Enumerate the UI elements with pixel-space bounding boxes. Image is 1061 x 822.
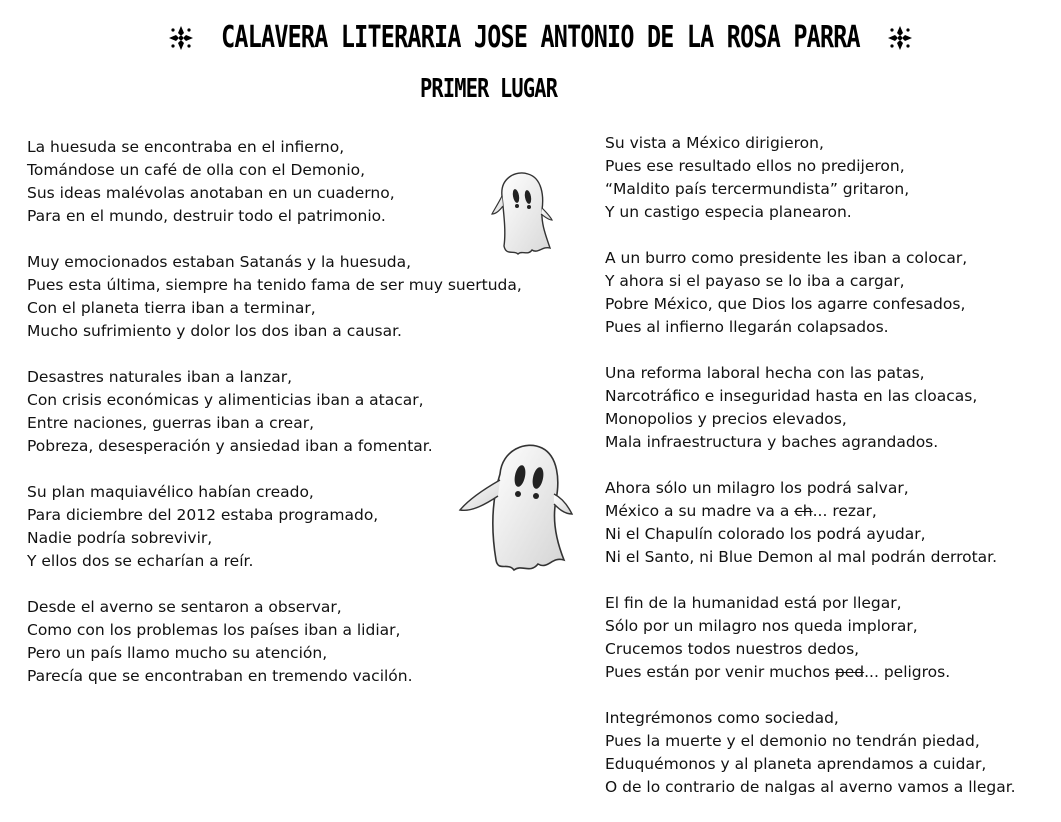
poem-line-with-strike xyxy=(605,500,1016,523)
line-fragment: ... peligros. xyxy=(864,663,951,681)
stanza xyxy=(605,477,1016,569)
poem-line: Pobre México, que Dios los agarre confesados, xyxy=(605,295,966,313)
poem-left-column xyxy=(27,136,522,711)
line-fragment: Pues están por venir muchos xyxy=(605,663,835,681)
poem-line: Nadie podría sobrevivir, xyxy=(27,529,213,547)
poem-line: La huesuda se encontraba en el infierno, xyxy=(27,138,345,156)
poem-line: Con el planeta tierra iban a terminar, xyxy=(27,299,316,317)
poem-line: Sus ideas malévolas anotaban en un cuaderno, xyxy=(27,184,395,202)
poem-line: Pues ese resultado ellos no predijeron, xyxy=(605,157,905,175)
poem-line: Monopolios y precios elevados, xyxy=(605,410,847,428)
poem-line: Su vista a México dirigieron, xyxy=(605,134,824,152)
stanza xyxy=(605,707,1016,799)
fleuron-right-icon xyxy=(886,24,914,52)
poem-line: “Maldito país tercermundista” gritaron, xyxy=(605,180,910,198)
page-subtitle: PRIMER LUGAR xyxy=(420,74,558,104)
poem-line: Pobreza, desesperación y ansiedad iban a fomentar. xyxy=(27,437,433,455)
poem-line: Entre naciones, guerras iban a crear, xyxy=(27,414,314,432)
poem-line: Mala infraestructura y baches agrandados. xyxy=(605,433,939,451)
poem-line: O de lo contrario de nalgas al averno vamos a llegar. xyxy=(605,778,1016,796)
poem-line: Eduquémonos y al planeta aprendamos a cuidar, xyxy=(605,755,987,773)
poem-line: El fin de la humanidad está por llegar, xyxy=(605,594,902,612)
poem-line: Y ahora si el payaso se lo iba a cargar, xyxy=(605,272,905,290)
stanza xyxy=(605,592,1016,684)
poem-line: Pero un país llamo mucho su atención, xyxy=(27,644,328,662)
poem-line: Pues la muerte y el demonio no tendrán piedad, xyxy=(605,732,980,750)
poem-line: Crucemos todos nuestros dedos, xyxy=(605,640,860,658)
poem-line: Y un castigo especia planearon. xyxy=(605,203,852,221)
poem-line: Sólo por un milagro nos queda implorar, xyxy=(605,617,918,635)
stanza xyxy=(27,366,522,458)
stanza xyxy=(27,596,522,688)
poem-line: Integrémonos como sociedad, xyxy=(605,709,839,727)
fleuron-left-icon xyxy=(167,24,195,52)
poem-line: Ni el Santo, ni Blue Demon al mal podrán derrotar. xyxy=(605,548,998,566)
poem-line: Y ellos dos se echarían a reír. xyxy=(27,552,254,570)
poem-line: Parecía que se encontraban en tremendo vacilón. xyxy=(27,667,413,685)
poem-line: Como con los problemas los países iban a lidiar, xyxy=(27,621,401,639)
poem-line: Pues esta última, siempre ha tenido fama de ser muy suertuda, xyxy=(27,276,522,294)
poem-right-column xyxy=(605,132,1016,822)
poem-line: Con crisis económicas y alimenticias iban a atacar, xyxy=(27,391,424,409)
stanza xyxy=(605,132,1016,224)
poem-line: Pues al infierno llegarán colapsados. xyxy=(605,318,889,336)
poem-line: Tomándose un café de olla con el Demonio, xyxy=(27,161,366,179)
poem-line: Desde el averno se sentaron a observar, xyxy=(27,598,342,616)
ghost-icon xyxy=(456,436,576,580)
struck-word: ch xyxy=(794,502,813,520)
stanza xyxy=(27,136,522,228)
poem-line: Narcotráfico e inseguridad hasta en las cloacas, xyxy=(605,387,978,405)
stanza xyxy=(605,362,1016,454)
poem-line: Ni el Chapulín colorado los podrá ayudar, xyxy=(605,525,926,543)
poem-line: Mucho sufrimiento y dolor los dos iban a causar. xyxy=(27,322,402,340)
page-title: CALAVERA LITERARIA JOSE ANTONIO DE LA ROSA PARRA xyxy=(221,20,860,55)
stanza xyxy=(27,251,522,343)
line-fragment: ... rezar, xyxy=(812,502,877,520)
poem-line-with-strike xyxy=(605,661,1016,684)
ghost-icon xyxy=(488,166,554,258)
header xyxy=(0,20,1061,55)
line-fragment: México a su madre va a xyxy=(605,502,795,520)
poem-line: Una reforma laboral hecha con las patas, xyxy=(605,364,925,382)
poem-line: A un burro como presidente les iban a colocar, xyxy=(605,249,968,267)
poem-line: Ahora sólo un milagro los podrá salvar, xyxy=(605,479,909,497)
struck-word: ped xyxy=(834,663,865,681)
poem-line: Su plan maquiavélico habían creado, xyxy=(27,483,314,501)
poem-line: Desastres naturales iban a lanzar, xyxy=(27,368,293,386)
poem-line: Muy emocionados estaban Satanás y la huesuda, xyxy=(27,253,412,271)
title-row xyxy=(20,20,1061,55)
stanza xyxy=(27,481,522,573)
poem-line: Para en el mundo, destruir todo el patrimonio. xyxy=(27,207,386,225)
poem-line: Para diciembre del 2012 estaba programado, xyxy=(27,506,379,524)
stanza xyxy=(605,247,1016,339)
